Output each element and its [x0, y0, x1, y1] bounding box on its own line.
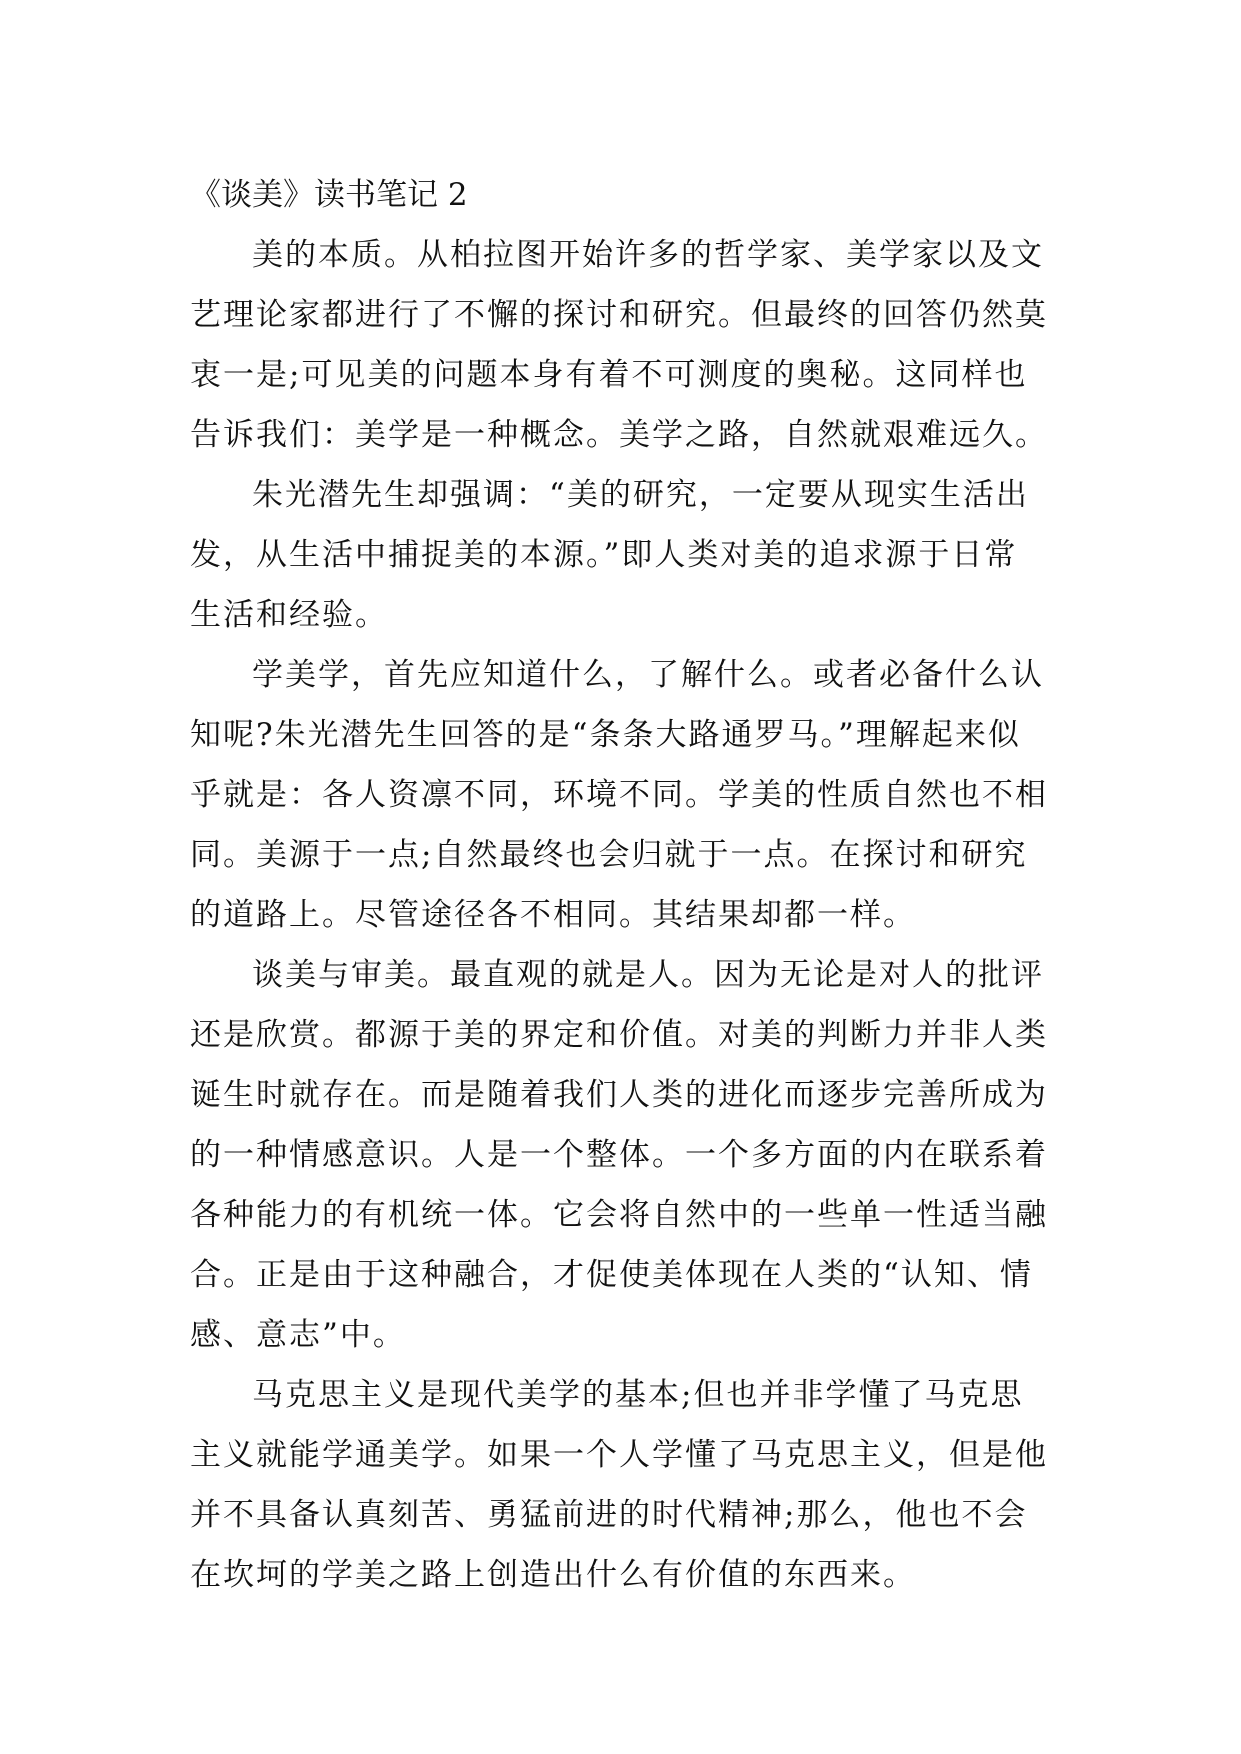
paragraph-5: 马克思主义是现代美学的基本;但也并非学懂了马克思主义就能学通美学。如果一个人学懂了马克思主义，但是他并不具备认真刻苦、勇猛前进的时代精神;那么，他也不会在坎坷的学美之路上创造出什么有价值的东西来。: [190, 1377, 1048, 1593]
document-body: [190, 165, 1050, 1605]
document-title: 《谈美》读书笔记 2: [190, 177, 468, 213]
paragraph-2: 朱光潜先生却强调：“美的研究，一定要从现实生活出发，从生活中捕捉美的本源。”即人类对美的追求源于日常生活和经验。: [190, 477, 1029, 633]
paragraph-4: 谈美与审美。最直观的就是人。因为无论是对人的批评还是欣赏。都源于美的界定和价值。对美的判断力并非人类诞生时就存在。而是随着我们人类的进化而逐步完善所成为的一种情感意识。人是一个整体。一个多方面的内在联系着各种能力的有机统一体。它会将自然中的一些单一性适当融合。正是由于这种融合，才促使美体现在人类的“认知、情感、意志”中。: [190, 957, 1048, 1353]
paragraph-3: 学美学，首先应知道什么，了解什么。或者必备什么认知呢?朱光潜先生回答的是“条条大路通罗马。”理解起来似乎就是：各人资凛不同，环境不同。学美的性质自然也不相同。美源于一点;自然最终也会归就于一点。在探讨和研究的道路上。尽管途径各不相同。其结果却都一样。: [190, 657, 1048, 933]
paragraph-1: 美的本质。从柏拉图开始许多的哲学家、美学家以及文艺理论家都进行了不懈的探讨和研究。但最终的回答仍然莫衷一是;可见美的问题本身有着不可测度的奥秘。这同样也告诉我们：美学是一种概念。美学之路，自然就艰难远久。: [190, 237, 1048, 453]
